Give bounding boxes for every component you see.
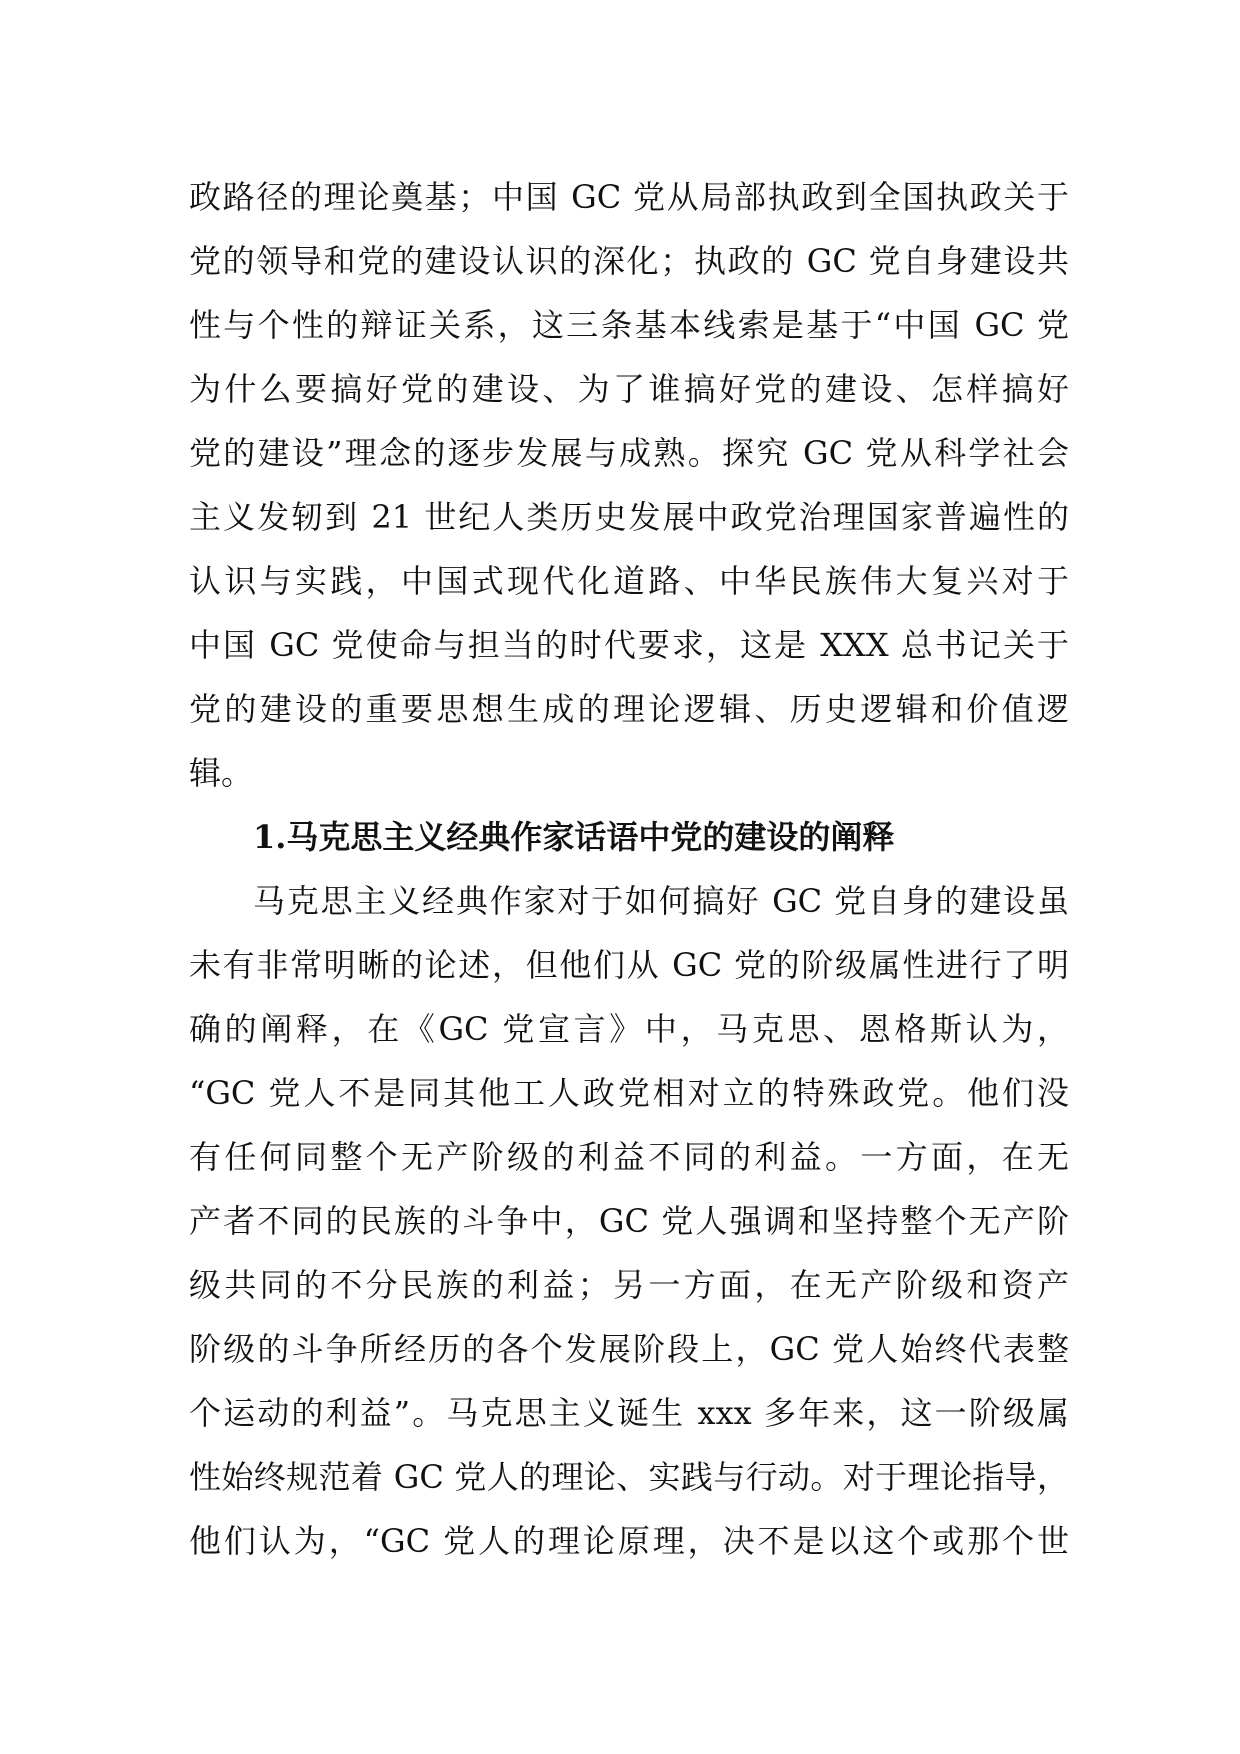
text-line: 有任何同整个无产阶级的利益不同的利益。一方面，在无 [189, 1138, 1069, 1176]
section-heading: 1.马克思主义经典作家话语中党的建设的阐释 [253, 818, 895, 856]
text-line: 辑。 [189, 754, 254, 792]
text-line: 性与个性的辩证关系，这三条基本线索是基于“中国 GC 党 [189, 306, 1069, 344]
text-line: 马克思主义经典作家对于如何搞好 GC 党自身的建设虽 [253, 882, 1069, 920]
text-line: 认识与实践，中国式现代化道路、中华民族伟大复兴对于 [189, 562, 1069, 600]
document-body [189, 165, 1069, 1573]
paragraph-2 [189, 869, 1069, 1573]
text-line: 党的建设”理念的逐步发展与成熟。探究 GC 党从科学社会 [189, 434, 1069, 472]
text-line: 阶级的斗争所经历的各个发展阶段上，GC 党人始终代表整 [189, 1330, 1069, 1368]
text-line: 产者不同的民族的斗争中，GC 党人强调和坚持整个无产阶 [189, 1202, 1069, 1240]
text-line: 个运动的利益”。马克思主义诞生 xxx 多年来，这一阶级属 [189, 1394, 1069, 1432]
text-line: 政路径的理论奠基；中国 GC 党从局部执政到全国执政关于 [189, 178, 1069, 216]
text-line: 党的领导和党的建设认识的深化；执政的 GC 党自身建设共 [189, 242, 1069, 280]
text-line: 未有非常明晰的论述，但他们从 GC 党的阶级属性进行了明 [189, 946, 1069, 984]
text-line: 确的阐释，在《GC 党宣言》中，马克思、恩格斯认为， [189, 1010, 1069, 1048]
text-line: 性始终规范着 GC 党人的理论、实践与行动。对于理论指导， [189, 1458, 1069, 1496]
text-line: 他们认为，“GC 党人的理论原理，决不是以这个或那个世 [189, 1522, 1069, 1560]
text-line: 中国 GC 党使命与担当的时代要求，这是 XXX 总书记关于 [189, 626, 1069, 664]
text-line: 为什么要搞好党的建设、为了谁搞好党的建设、怎样搞好 [189, 370, 1069, 408]
text-line: 党的建设的重要思想生成的理论逻辑、历史逻辑和价值逻 [189, 690, 1069, 728]
text-line: “GC 党人不是同其他工人政党相对立的特殊政党。他们没 [189, 1074, 1069, 1112]
paragraph-1 [189, 165, 1069, 805]
text-line: 主义发轫到 21 世纪人类历史发展中政党治理国家普遍性的 [189, 498, 1069, 536]
text-line: 级共同的不分民族的利益；另一方面，在无产阶级和资产 [189, 1266, 1069, 1304]
